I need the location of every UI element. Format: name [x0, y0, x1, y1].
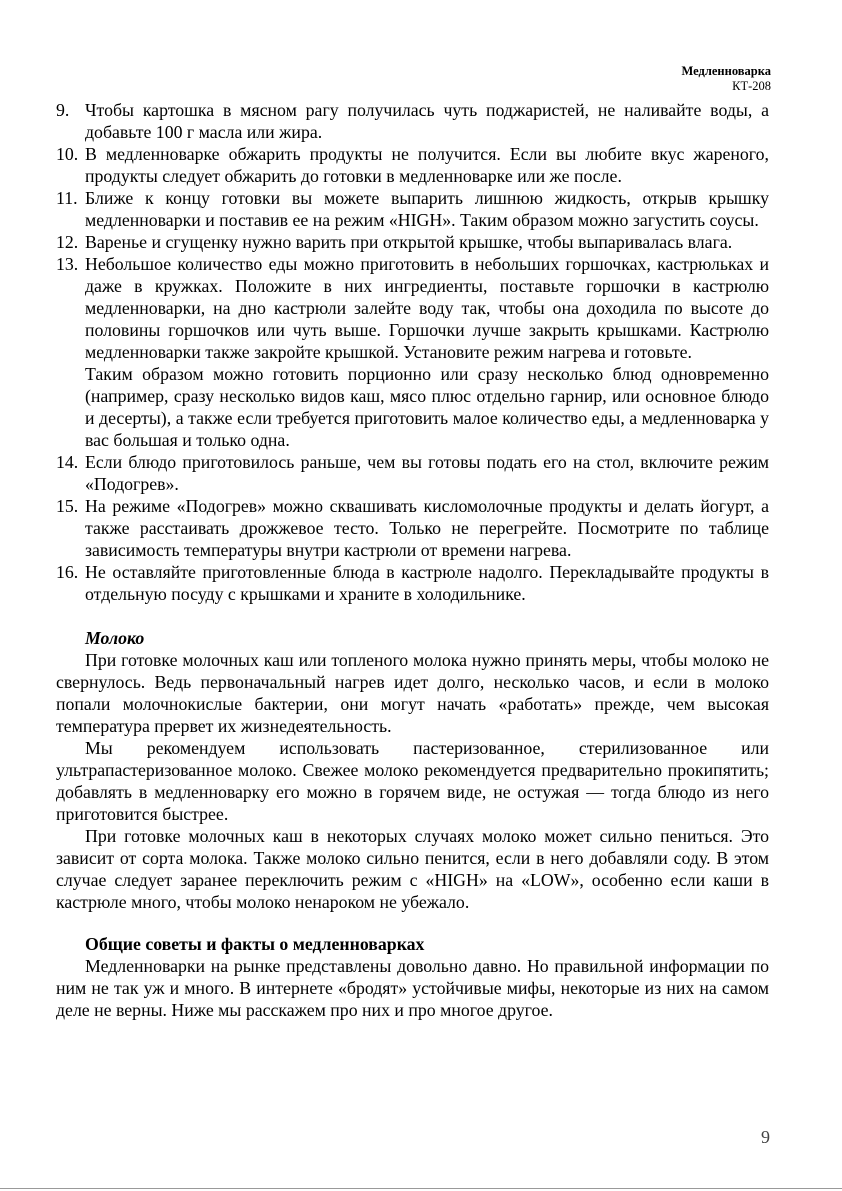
milk-heading: Молоко — [85, 628, 145, 648]
list-item-text: На режиме «Подогрев» можно сквашивать кисломолочные продукты и делать йогурт, а также расстаивать дрожжевое тесто. Только не перегрейте. Посмотрите по таблице зависимость температуры внутри кастрюли от времени нагрева. — [85, 496, 769, 560]
header-code: КТ-208 — [732, 79, 771, 93]
list-item — [56, 451, 769, 495]
list-item-number: 15. — [56, 496, 79, 516]
header-model: Медленноварка — [681, 64, 771, 78]
list-item — [56, 99, 769, 143]
milk-paragraph: Мы рекомендуем использовать пастеризованное, стерилизованное или ультрапастеризованное молоко. Свежее молоко рекомендуется предварительно прокипятить; добавлять в медленноварку его можно в горячем виде, не остужая — тогда блюдо из него приготовится быстрее. — [56, 738, 769, 824]
list-item-text: Чтобы картошка в мясном рагу получилась чуть поджаристей, не наливайте воды, а добавьте 100 г масла или жира. — [85, 100, 769, 142]
list-item — [56, 253, 769, 451]
list-item-text: Небольшое количество еды можно приготовить в небольших горшочках, кастрюльках и даже в кружках. Положите в них ингредиенты, поставьте горшочки в кастрюлю медленноварки, на дно кастрюли залейте воду так, чтобы она доходила по высоте до половины горшочков или чуть выше. Горшочки лучше закрыть крышками. Кастрюлю медленноварки также закройте крышкой. Установите режим нагрева и готовьте. — [85, 254, 769, 362]
list-item-number: 16. — [56, 562, 79, 582]
tips-list — [56, 99, 769, 605]
bottom-divider — [0, 1188, 842, 1189]
page-content — [56, 99, 769, 1021]
list-item-number: 9. — [56, 100, 70, 120]
list-item-text-continued: Таким образом можно готовить порционно или сразу несколько блюд одновременно (например, сразу несколько видов каш, мясо плюс отдельно гарнир, или основное блюдо и десерты), а также если требуется приготовить малое количество еды, а медленноварка у вас большая и только одна. — [85, 364, 769, 450]
list-item — [56, 187, 769, 231]
list-item-text: В медленноварке обжарить продукты не получится. Если вы любите вкус жареного, продукты следует обжарить до готовки в медленноварке или же после. — [85, 144, 769, 186]
list-item-text: Не оставляйте приготовленные блюда в кастрюле надолго. Перекладывайте продукты в отдельную посуду с крышками и храните в холодильнике. — [85, 562, 769, 604]
page-header — [682, 64, 771, 94]
page-number: 9 — [761, 1127, 770, 1147]
general-heading: Общие советы и факты о медленноварках — [85, 934, 425, 954]
list-item — [56, 143, 769, 187]
list-item-number: 13. — [56, 254, 79, 274]
list-item — [56, 231, 769, 253]
list-item-number: 12. — [56, 232, 79, 252]
milk-paragraph: При готовке молочных каш или топленого молока нужно принять меры, чтобы молоко не свернулось. Ведь первоначальный нагрев идет долго, несколько часов, и если в молоко попали молочнокислые бактерии, они могут начать «работать» прежде, чем высокая температура прервет их жизнедеятельность. — [56, 650, 769, 736]
list-item-number: 14. — [56, 452, 79, 472]
list-item-text: Ближе к концу готовки вы можете выпарить лишнюю жидкость, открыв крышку медленноварки и поставив ее на режим «HIGH». Таким образом можно загустить соусы. — [85, 188, 769, 230]
list-item-text: Если блюдо приготовилось раньше, чем вы готовы подать его на стол, включите режим «Подогрев». — [85, 452, 769, 494]
milk-paragraph: При готовке молочных каш в некоторых случаях молоко может сильно пениться. Это зависит от сорта молока. Также молоко сильно пенится, если в него добавляли соду. В этом случае следует заранее переключить режим с «HIGH» на «LOW», особенно если каши в кастрюле много, чтобы молоко ненароком не убежало. — [56, 826, 769, 912]
list-item — [56, 561, 769, 605]
list-item-number: 10. — [56, 144, 79, 164]
general-paragraph: Медленноварки на рынке представлены довольно давно. Но правильной информации по ним не так уж и много. В интернете «бродят» устойчивые мифы, некоторые из них на самом деле не верны. Ниже мы расскажем про них и про многое другое. — [56, 956, 769, 1020]
list-item-number: 11. — [56, 188, 78, 208]
list-item — [56, 495, 769, 561]
list-item-text: Варенье и сгущенку нужно варить при открытой крышке, чтобы выпаривалась влага. — [85, 232, 733, 252]
